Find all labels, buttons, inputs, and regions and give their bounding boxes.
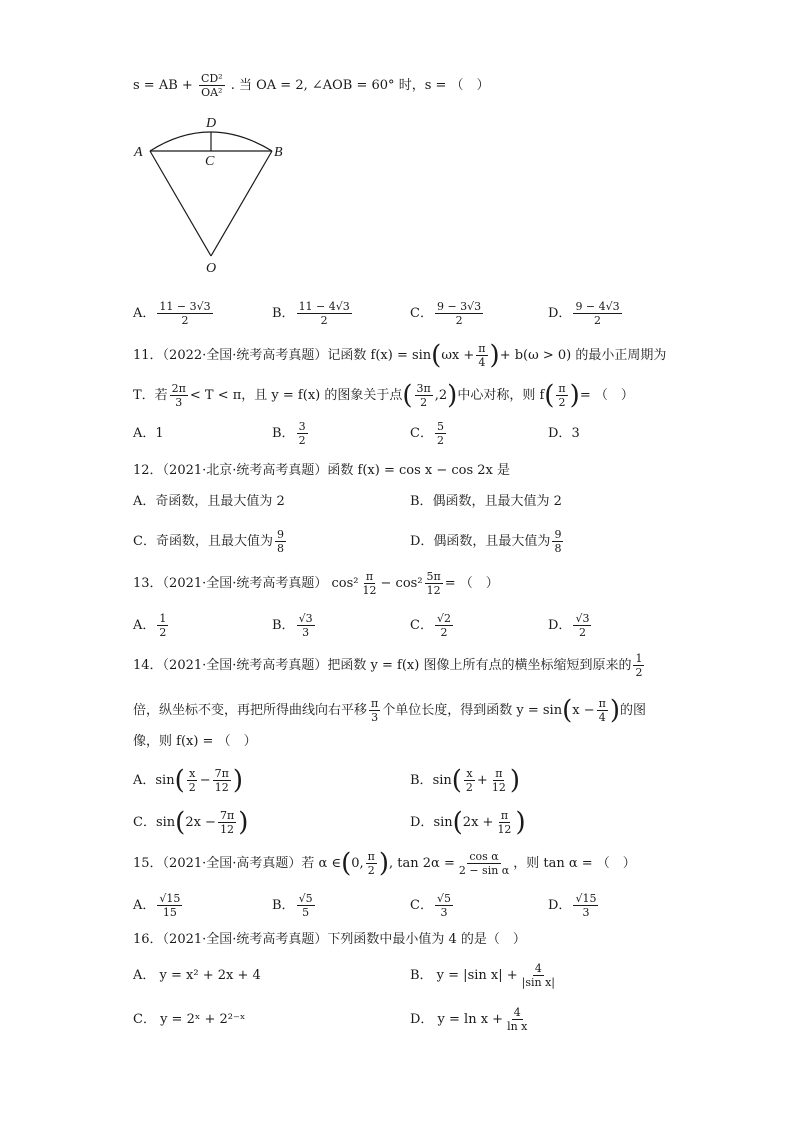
q10-formula-start: s = AB + — [133, 78, 193, 93]
q10-fraction: $\frac{\text{CD²}}{\text{OA²}}$ — [200, 72, 223, 99]
q11-option-d[interactable]: D．3 — [548, 426, 580, 441]
q16-option-c[interactable]: C． y = 2ˣ + 2²⁻ˣ — [133, 1012, 246, 1027]
q13-option-b[interactable]: B． $\frac{√3}{3}$ — [272, 612, 313, 639]
q11-option-a[interactable]: A．1 — [133, 426, 164, 441]
q10-option-a[interactable]: A． $\frac{11 - 3√3}{2}$ — [133, 300, 211, 327]
q16-stem: 16．（2021·全国·统考高考真题）下列函数中最小值为 4 的是（ ） — [133, 932, 526, 947]
q15-option-a[interactable]: A． $\frac{√15}{15}$ — [133, 892, 181, 919]
sector-figure — [130, 108, 300, 278]
radius-OB — [211, 151, 272, 256]
label-D: D — [206, 116, 217, 131]
q10-option-b[interactable]: B． $\frac{11 - 4√3}{2}$ — [272, 300, 350, 327]
q15-option-b[interactable]: B． $\frac{√5}{5}$ — [272, 892, 313, 919]
label-A: A — [134, 145, 143, 160]
label-O: O — [206, 261, 217, 276]
q10-stem-tail — [133, 72, 490, 99]
radius-OA — [150, 151, 211, 256]
q16-option-d[interactable]: D． y = ln x + $\frac{4}{\text{ln x}}$ — [410, 1006, 528, 1033]
q10-option-c[interactable]: C． $\frac{9 - 3√3}{2}$ — [410, 300, 482, 327]
label-C: C — [205, 154, 215, 169]
q14-option-b[interactable]: B．sin( $\frac{x}{2}$ + $\frac{\pi}{12}$ ) — [410, 765, 520, 796]
q14-stem-line3: 像，则 f(x) = （ ） — [133, 734, 257, 749]
q16-option-a[interactable]: A． y = x² + 2x + 4 — [133, 968, 261, 983]
q13-option-d[interactable]: D． $\frac{√3}{2}$ — [548, 612, 590, 639]
q15-stem: 15．（2021·全国·高考真题）若 α ∈(0, $\frac{\pi}{2}$ ), tan 2α = $\frac{\text{cos α}}{\text{2 − sin α}}$ ，则 tan α = （ ） — [133, 848, 636, 879]
label-B: B — [274, 145, 283, 160]
q15-option-c[interactable]: C． $\frac{√5}{3}$ — [410, 892, 451, 919]
q16-option-b[interactable]: B． y = |sin x| + $\frac{4}{\text{|sin x|}}$ — [410, 962, 556, 989]
q12-option-d[interactable]: D．偶函数，且最大值为 $\frac{9}{8}$ — [410, 528, 562, 555]
q14-option-a[interactable]: A．sin( $\frac{x}{2}$ − $\frac{7\pi}{12}$ ) — [133, 765, 244, 796]
q14-stem-line1: 14．（2021·全国·统考高考真题）把函数 y = f(x) 图像上所有点的横坐标缩短到原来的 $\frac{1}{2}$ — [133, 652, 643, 679]
q13-stem: 13．（2021·全国·统考高考真题） cos² $\frac{\pi}{12}$ − cos² $\frac{5\pi}{12}$ = （ ） — [133, 570, 499, 597]
q10-condition: . 当 OA = 2, ∠AOB = 60° 时，s = （ ） — [230, 78, 490, 93]
q12-option-a[interactable]: A．奇函数，且最大值为 2 — [133, 494, 285, 509]
q14-option-d[interactable]: D．sin(2x + $\frac{\pi}{12}$ ) — [410, 807, 526, 838]
q12-option-b[interactable]: B．偶函数，且最大值为 2 — [410, 494, 562, 509]
q11-stem-line2: T．若 $\frac{2\pi}{3}$ < T < π，且 y = f(x) 的图象关于点( $\frac{3\pi}{2}$ ,2)中心对称，则 f( $\frac{\pi}{2}$ )= （ ） — [133, 380, 634, 411]
q11-option-b[interactable]: B． $\frac{3}{2}$ — [272, 420, 306, 447]
q11-stem-line1: 11．（2022·全国·统考高考真题）记函数 f(x) = sin(ωx + $\frac{\pi}{4}$ )+ b(ω > 0) 的最小正周期为 — [133, 340, 667, 371]
q13-option-a[interactable]: A． $\frac{1}{2}$ — [133, 612, 167, 639]
q12-option-c[interactable]: C．奇函数，且最大值为 $\frac{9}{8}$ — [133, 528, 284, 555]
q13-option-c[interactable]: C． $\frac{√2}{2}$ — [410, 612, 451, 639]
q15-option-d[interactable]: D． $\frac{√15}{3}$ — [548, 892, 597, 919]
q12-stem: 12．（2021·北京·统考高考真题）函数 f(x) = cos x − cos 2x 是 — [133, 463, 511, 478]
q14-option-c[interactable]: C．sin(2x − $\frac{7\pi}{12}$ ) — [133, 807, 249, 838]
q11-option-c[interactable]: C． $\frac{5}{2}$ — [410, 420, 444, 447]
q14-stem-line2: 倍，纵坐标不变，再把所得曲线向右平移 $\frac{\pi}{3}$ 个单位长度，得到函数 y = sin(x − $\frac{\pi}{4}$ )的图 — [133, 695, 647, 726]
q10-option-d[interactable]: D． $\frac{9 - 4√3}{2}$ — [548, 300, 620, 327]
